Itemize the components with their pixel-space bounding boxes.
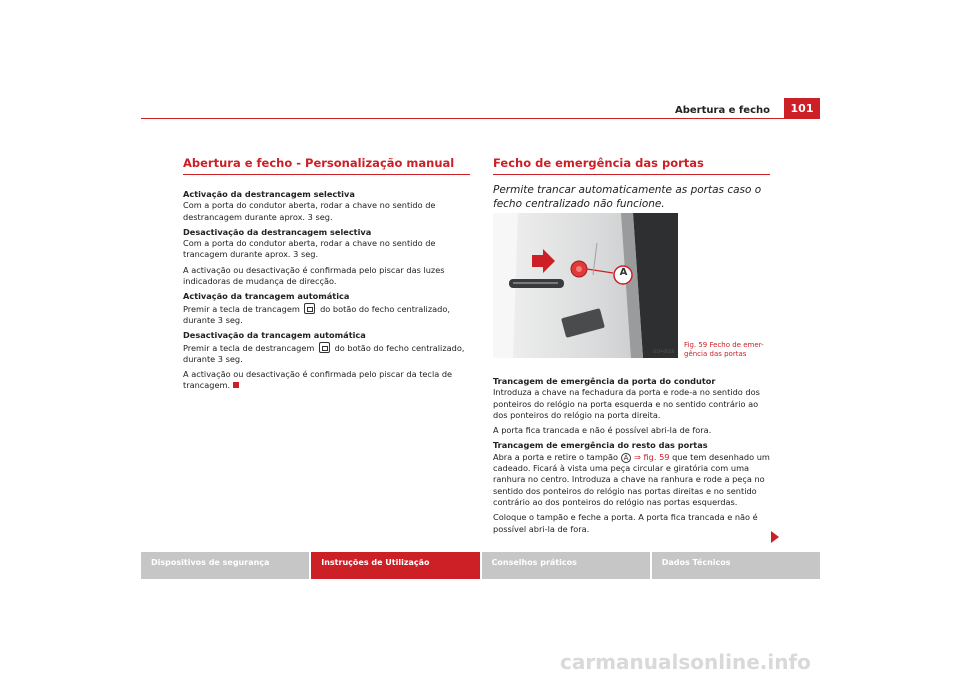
paragraph: Introduza a chave na fechadura da porta e rode-a no sentido dos ponteiros do relógio na porta esquerda e no sentido contrário ao dos ponteiros do relógio na porta direita. — [493, 387, 760, 420]
text-span: do botão do fecho centralizado, durante 3 seg. — [183, 342, 465, 364]
text-span: A activação ou desactivação é confirmada pelo piscar da tecla de trancagem. — [183, 369, 453, 391]
text-span: Premir a tecla de destrancagem — [183, 342, 315, 353]
paragraph — [183, 342, 470, 366]
subheading: Desactivação da trancagem automática — [183, 330, 366, 341]
paragraph: Coloque o tampão e feche a porta. A porta fica trancada e não é possível abri-la de fora. — [493, 512, 758, 534]
right-section-heading: Fecho de emergência das portas — [493, 156, 704, 170]
paragraph: Com a porta do condutor aberta, rodar a chave no sentido de trancagem durante aprox. 3 seg. — [183, 238, 436, 260]
subheading: Activação da destrancagem selectiva — [183, 189, 355, 199]
figure-callout-label: A — [619, 267, 628, 278]
paragraph: A activação ou desactivação é confirmada pelo piscar das luzes indicadoras de mudança de direcção. — [183, 264, 445, 287]
continue-arrow-icon[interactable] — [771, 531, 779, 543]
paragraph — [493, 452, 770, 508]
figure-door-lock — [493, 213, 678, 358]
text-span: do botão do fecho centralizado, durante 3 seg. — [183, 303, 450, 325]
lock-key-icon — [304, 303, 315, 314]
footer-tab-instrucoes[interactable]: Instruções de Utilização — [311, 552, 479, 579]
text-span: Abra a porta e retire o tampão — [493, 451, 619, 462]
right-section — [493, 156, 770, 211]
figure-code: B1P-0026 — [653, 350, 675, 355]
left-section-heading: Abertura e fecho - Personalização manual — [183, 156, 455, 170]
subheading: Activação da trancagem automática — [183, 291, 350, 302]
footer-tab-seguranca[interactable]: Dispositivos de segurança — [141, 552, 309, 579]
door-lock-illustration — [493, 213, 678, 358]
subheading: Desactivação da destrancagem selectiva — [183, 226, 372, 237]
left-section — [183, 156, 470, 396]
right-body — [493, 376, 770, 539]
right-heading-rule — [493, 174, 770, 175]
left-heading-rule — [183, 174, 470, 175]
section-end-marker-icon — [233, 382, 239, 388]
running-header-title: Abertura e fecho — [675, 105, 770, 116]
header-rule — [141, 118, 820, 119]
subheading: Trancagem de emergência da porta do condutor — [493, 376, 716, 386]
footer-nav — [141, 552, 820, 579]
figure-cross-reference-link[interactable]: ⇒ fig. 59 — [634, 451, 670, 462]
watermark: carmanualsonline.info — [560, 650, 811, 674]
subheading: Trancagem de emergência do resto das portas — [493, 440, 708, 451]
figure-caption: Fig. 59 Fecho de emer-gência das portas — [684, 341, 764, 358]
section-subtitle: Permite trancar automaticamente as portas caso o fecho centralizado não funcione. — [493, 184, 762, 210]
text-span: que tem desenhado um cadeado. Ficará à vista uma peça circular e giratória com uma ranhura no centro. Introduza a chave na ranhura e rode a peça no sentido dos ponteiros do relógio nas portas direitas e no sentido contrário ao dos ponteiros do relógio nas portas esquerdas. — [493, 451, 770, 507]
page-number: 101 — [784, 98, 820, 118]
paragraph — [183, 369, 470, 392]
paragraph: Com a porta do condutor aberta, rodar a chave no sentido de destrancagem durante aprox. 3 seg. — [183, 200, 436, 222]
left-body — [183, 189, 470, 392]
paragraph — [183, 303, 470, 327]
footer-tab-dados[interactable]: Dados Técnicos — [652, 552, 820, 579]
text-span: Premir a tecla de trancagem — [183, 303, 300, 314]
footer-tab-conselhos[interactable]: Conselhos práticos — [482, 552, 650, 579]
paragraph: A porta fica trancada e não é possível abri-la de fora. — [493, 425, 712, 436]
callout-reference: A — [621, 453, 632, 463]
unlock-key-icon — [319, 342, 330, 353]
